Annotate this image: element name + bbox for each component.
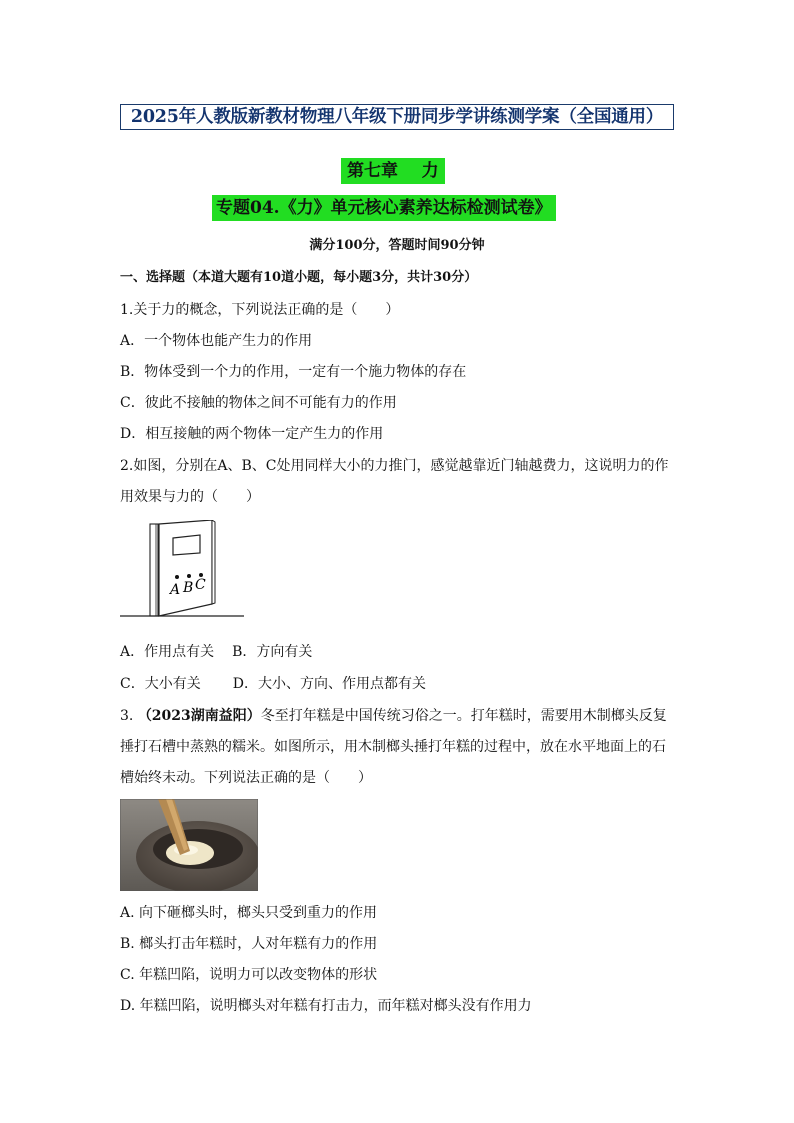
chapter-heading: 第七章 力 — [341, 158, 445, 184]
door-edge — [212, 520, 215, 604]
topic-heading: 专题04.《力》单元核心素养达标检测试卷》 — [212, 195, 556, 221]
question-2-stem: 2.如图，分别在A、B、C处用同样大小的力推门，感觉越靠近门轴越费力，这说明力的作用效果与力的（ ） — [120, 458, 669, 505]
label-b: B — [183, 580, 194, 596]
question-3-option-c: C. 年糕凹陷，说明力可以改变物体的形状 — [120, 967, 378, 983]
label-c: C — [195, 577, 206, 593]
rice-cake-photo — [120, 799, 258, 891]
score-info: 满分100分，答题时间90分钟 — [309, 238, 485, 253]
question-2-option-a: A．作用点有关 — [120, 644, 215, 660]
point-a-dot — [175, 575, 179, 579]
door-frame — [150, 524, 158, 616]
door-diagram — [120, 520, 244, 620]
question-2-options-row-1 — [120, 642, 312, 662]
question-3-number: 3. — [120, 708, 134, 724]
question-1-option-d: D．相互接触的两个物体一定产生力的作用 — [120, 426, 384, 442]
section-title: 一、选择题（本道大题有10道小题，每小题3分，共计30分） — [120, 270, 478, 285]
question-1-option-c: C．彼此不接触的物体之间不可能有力的作用 — [120, 395, 397, 411]
document-title: 2025年人教版新教材物理八年级下册同步学讲练测学案（全国通用） — [120, 104, 674, 130]
question-3-option-d: D. 年糕凹陷，说明榔头对年糕有打击力，而年糕对榔头没有作用力 — [120, 998, 532, 1014]
question-3-source: （2023湖南益阳） — [137, 708, 261, 724]
question-2-option-c: C．大小有关 — [120, 676, 201, 692]
question-3-text: 冬至打年糕是中国传统习俗之一。打年糕时，需要用木制榔头反复捶打石槽中蒸熟的糯米。如图所示，用木制榔头捶打年糕的过程中，放在水平地面上的石槽始终未动。下列说法正确的是（ ） — [120, 708, 667, 786]
point-b-dot — [187, 574, 191, 578]
question-3-stem — [120, 701, 678, 794]
door-panel — [159, 520, 212, 616]
question-3-option-b: B. 榔头打击年糕时，人对年糕有力的作用 — [120, 936, 378, 952]
question-2-option-b: B．方向有关 — [232, 644, 313, 660]
question-1-option-b: B．物体受到一个力的作用，一定有一个施力物体的存在 — [120, 364, 467, 380]
question-2-options-row-2 — [120, 674, 426, 694]
question-3-option-a: A. 向下砸榔头时，榔头只受到重力的作用 — [120, 905, 378, 921]
question-1-stem: 1.关于力的概念，下列说法正确的是（ ） — [120, 302, 400, 318]
label-a: A — [170, 582, 181, 598]
question-2-option-d: D．大小、方向、作用点都有关 — [232, 676, 426, 692]
question-1-option-a: A．一个物体也能产生力的作用 — [120, 333, 313, 349]
